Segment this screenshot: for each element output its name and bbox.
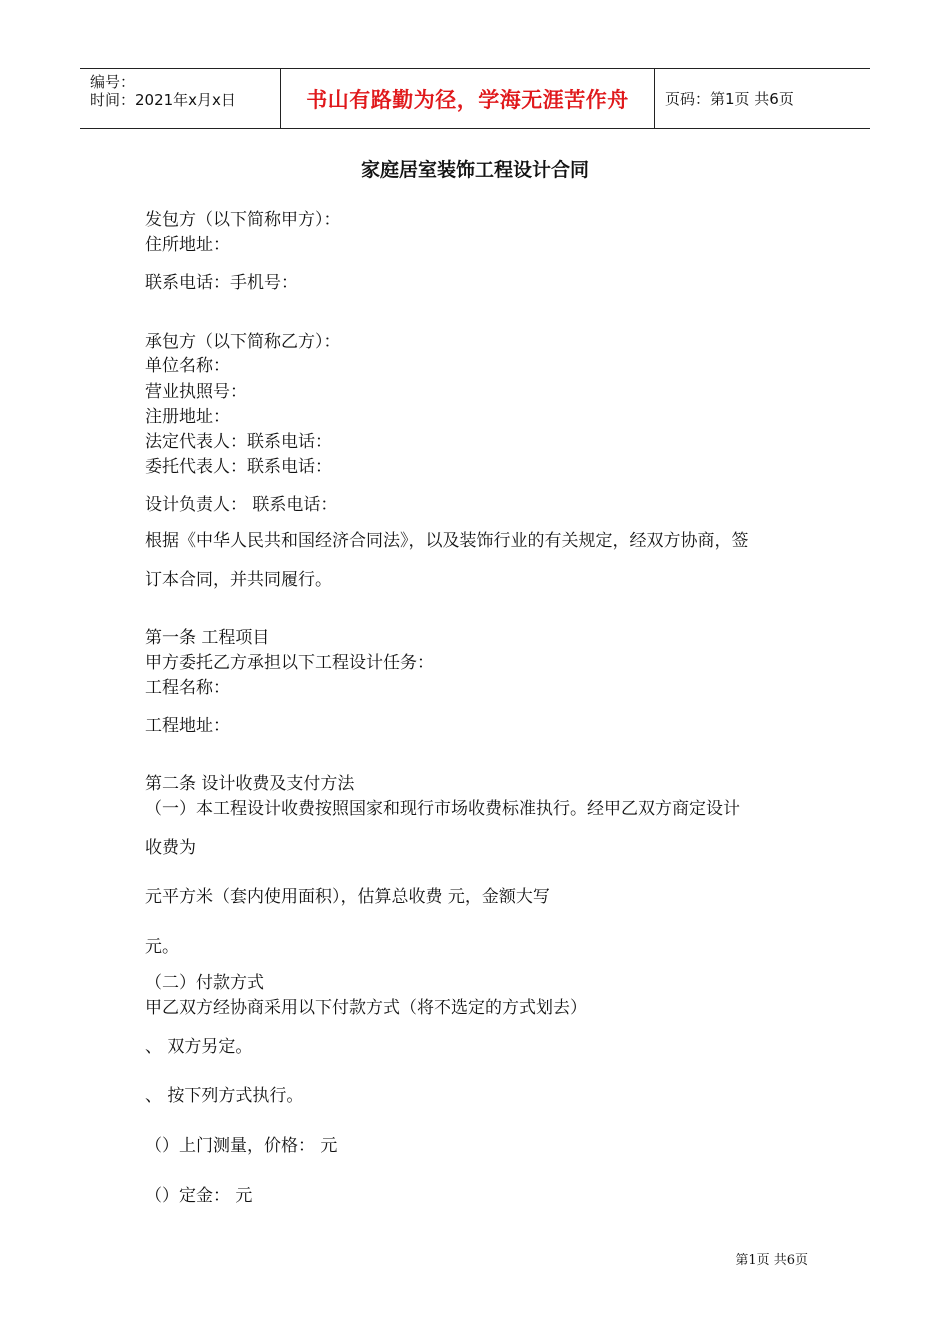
design-lead: 设计负责人： 联系电话： — [145, 495, 338, 515]
fee-clause-line-4: 元。 — [145, 937, 179, 957]
header-page-info: 页码：第1页 共6页 — [665, 90, 794, 108]
fee-clause-line-1: （一）本工程设计收费按照国家和现行市场收费标准执行。经甲乙双方商定设计 — [145, 799, 740, 819]
project-address: 工程地址： — [145, 716, 230, 736]
party-b-company: 单位名称： — [145, 356, 230, 376]
project-name: 工程名称： — [145, 678, 230, 698]
fee-clause-line-3: 元平方米（套内使用面积），估算总收费 元，金额大写 — [145, 887, 550, 907]
header-motto: 书山有路勤为径，学海无涯苦作舟 — [306, 87, 629, 112]
document-number-label: 编号： — [90, 73, 136, 91]
party-b-heading: 承包方（以下简称乙方）： — [145, 332, 341, 352]
article-1-heading: 第一条 工程项目 — [145, 628, 270, 648]
article-2-heading: 第二条 设计收费及支付方法 — [145, 774, 355, 794]
preamble-line-2: 订本合同，并共同履行。 — [145, 570, 332, 590]
party-b-authorized-representative: 委托代表人：联系电话： — [145, 457, 332, 477]
measurement-fee: （）上门测量，价格： 元 — [145, 1136, 338, 1156]
party-a-heading: 发包方（以下简称甲方）： — [145, 210, 341, 230]
party-a-address: 住所地址： — [145, 235, 230, 255]
footer-page-number: 第1页 共6页 — [735, 1253, 808, 1268]
payment-method-heading: （二）付款方式 — [145, 973, 264, 993]
party-a-phone: 联系电话：手机号： — [145, 273, 298, 293]
party-b-legal-representative: 法定代表人：联系电话： — [145, 432, 332, 452]
payment-method-intro: 甲乙双方经协商采用以下付款方式（将不选定的方式划去） — [145, 998, 587, 1018]
article-1-text: 甲方委托乙方承担以下工程设计任务： — [145, 653, 434, 673]
header-page-cell — [655, 69, 870, 128]
document-title: 家庭居室装饰工程设计合同 — [360, 159, 589, 181]
payment-option-1: 、 双方另定。 — [145, 1037, 253, 1057]
document-time-label: 时间：2021年x月x日 — [90, 91, 236, 109]
payment-option-2: 、 按下列方式执行。 — [145, 1086, 304, 1106]
fee-clause-line-2: 收费为 — [145, 838, 196, 858]
header-meta-cell — [80, 69, 281, 128]
preamble-line-1: 根据《中华人民共和国经济合同法》，以及装饰行业的有关规定，经双方协商，签 — [145, 531, 749, 551]
header-motto-cell — [281, 69, 655, 128]
party-b-registered-address: 注册地址： — [145, 407, 230, 427]
deposit: （）定金： 元 — [145, 1186, 253, 1206]
party-b-license: 营业执照号： — [145, 382, 247, 402]
page-header — [80, 68, 870, 129]
